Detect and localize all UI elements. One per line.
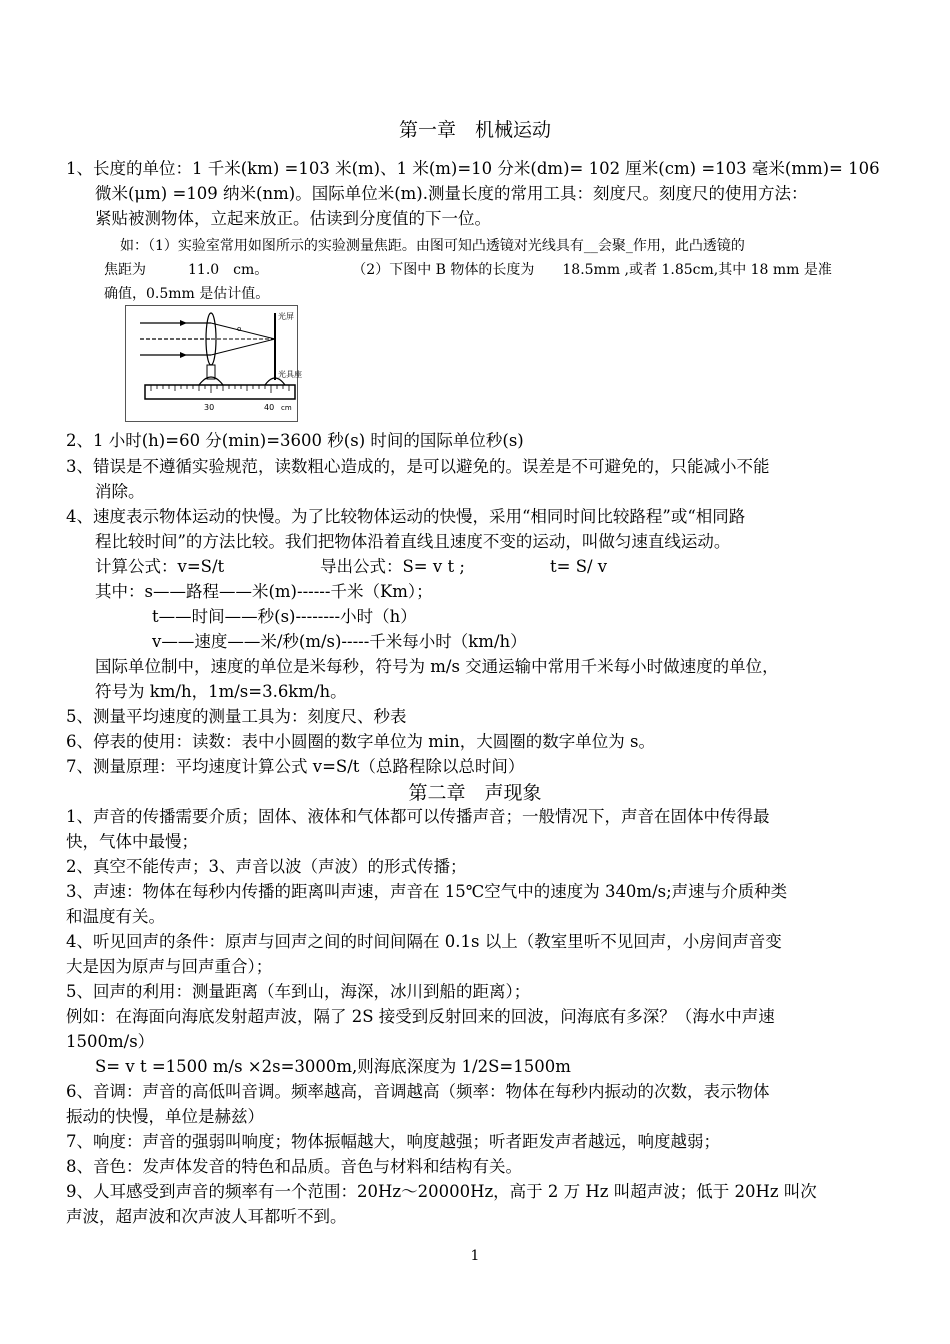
- si-unit-line-1: 国际单位制中，速度的单位是米每秒，符号为 m/s 交通运输中常用千米每小时做速度的单位，: [95, 657, 779, 676]
- sound-item-7: 7、响度：声音的强弱叫响度；物体振幅越大，响度越强；听者距发声者越远，响度越弱；: [66, 1132, 720, 1151]
- sound-item-9-line-1: 9、人耳感受到声音的频率有一个范围：20Hz～20000Hz，高于 2 万 Hz 叫超声波；低于 20Hz 叫次: [66, 1182, 817, 1201]
- sound-item-5: 5、回声的利用：测量距离（车到山，海深，冰川到船的距离）；: [66, 982, 531, 1001]
- item-2: 2、1 小时(h)=60 分(min)=3600 秒(s) 时间的国际单位秒(s): [66, 431, 524, 450]
- echo-example-solution: S= v t =1500 m/s ×2s=3000m,则海底深度为 1/2S=1500m: [95, 1057, 571, 1076]
- ruler-tick-40: 40: [264, 403, 275, 412]
- where-distance: 其中：s——路程——米(m)------千米（Km）；: [95, 582, 433, 601]
- sound-item-6-line-1: 6、音调：声音的高低叫音调。频率越高，音调越高（频率：物体在每秒内振动的次数，表示物体: [66, 1082, 770, 1101]
- sound-item-3-line-2: 和温度有关。: [66, 907, 165, 926]
- item-6: 6、停表的使用：读数：表中小圆圈的数字单位为 min，大圆圈的数字单位为 s。: [66, 732, 656, 751]
- item-4-line-2: 程比较时间”的方法比较。我们把物体沿着直线且速度不变的运动，叫做匀速直线运动。: [95, 532, 731, 551]
- example-line-1: 如：（1）实验室常用如图所示的实验测量焦距。由图可知凸透镜对光线具有__会聚_作用，此凸透镜的: [120, 238, 745, 254]
- optical-bench-label: 光具座: [278, 370, 302, 379]
- sound-item-6-line-2: 振动的快慢，单位是赫兹）: [66, 1107, 264, 1126]
- screen-label: 光屏: [278, 312, 294, 321]
- derived-formula-distance: 导出公式：S= v t ;: [320, 557, 465, 576]
- item-3-line-1: 3、错误是不遵循实验规范，读数粗心造成的，是可以避免的。误差是不可避免的，只能减小不能: [66, 457, 770, 476]
- sound-item-1-line-1: 1、声音的传播需要介质；固体、液体和气体都可以传播声音；一般情况下，声音在固体中传得最: [66, 807, 770, 826]
- lens-focal-length-figure: [125, 305, 302, 422]
- where-speed: v——速度——米/秒(m/s)-----千米每小时（km/h）: [152, 632, 527, 651]
- lens-center-mark: o: [237, 325, 242, 333]
- sound-item-4-line-1: 4、听见回声的条件：原声与回声之间的时间间隔在 0.1s 以上（教室里听不见回声，小房间声音变: [66, 932, 782, 951]
- ruler-unit: cm: [281, 404, 292, 412]
- echo-example-line-2: 1500m/s）: [66, 1032, 155, 1051]
- example-line-2: 焦距为 11.0 cm。 （2）下图中 B 物体的长度为 18.5mm ,或者 1.85cm,其中 18 mm 是准: [104, 262, 832, 278]
- si-unit-line-2: 符号为 km/h，1m/s=3.6km/h。: [95, 682, 347, 701]
- chapter-2-title: 第二章 声现象: [408, 782, 542, 804]
- derived-formula-time: t= S/ v: [550, 557, 608, 576]
- where-time: t——时间——秒(s)--------小时（h）: [152, 607, 417, 626]
- item-3-line-2: 消除。: [95, 482, 145, 501]
- sound-item-4-line-2: 大是因为原声与回声重合）；: [66, 957, 273, 976]
- item-1-line-2: 微米(μm) =109 纳米(nm)。国际单位米(m).测量长度的常用工具：刻度尺。刻度尺的使用方法：: [95, 184, 808, 203]
- sound-item-2: 2、真空不能传声；3、声音以波（声波）的形式传播；: [66, 857, 467, 876]
- example-line-3: 确值，0.5mm 是估计值。: [104, 286, 270, 302]
- sound-item-8: 8、音色：发声体发音的特色和品质。音色与材料和结构有关。: [66, 1157, 522, 1176]
- page-number: 1: [470, 1248, 480, 1264]
- sound-item-1-line-2: 快，气体中最慢；: [66, 832, 198, 851]
- echo-example-line-1: 例如：在海面向海底发射超声波，隔了 2S 接受到反射回来的回波，问海底有多深？（海水中声速: [66, 1007, 775, 1026]
- chapter-1-title: 第一章 机械运动: [398, 119, 551, 141]
- sound-item-3-line-1: 3、声速：物体在每秒内传播的距离叫声速，声音在 15℃空气中的速度为 340m/s;声速与介质种类: [66, 882, 788, 901]
- ruler-tick-30: 30: [204, 403, 215, 412]
- item-5: 5、测量平均速度的测量工具为：刻度尺、秒表: [66, 707, 407, 726]
- item-1-line-1: 1、长度的单位：1 千米(km) =103 米(m)、1 米(m)=10 分米(dm)= 102 厘米(cm) =103 毫米(mm)= 106: [66, 159, 880, 178]
- item-7: 7、测量原理：平均速度计算公式 v=S/t（总路程除以总时间）: [66, 757, 525, 776]
- item-4-line-1: 4、速度表示物体运动的快慢。为了比较物体运动的快慢，采用“相同时间比较路程”或“相同路: [66, 507, 746, 526]
- sound-item-9-line-2: 声波，超声波和次声波人耳都听不到。: [66, 1207, 347, 1226]
- speed-formula: 计算公式：v=S/t: [95, 557, 225, 576]
- item-1-line-3: 紧贴被测物体，立起来放正。估读到分度值的下一位。: [95, 209, 491, 228]
